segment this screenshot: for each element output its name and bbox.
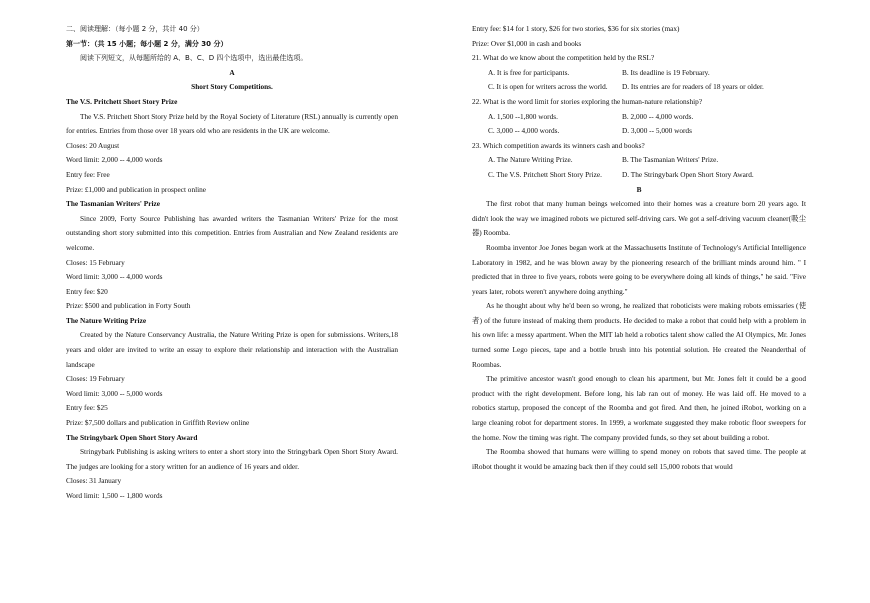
passage-b-paragraph-5: The Roomba showed that humans were willing to spend money on robots that saved time. The people at iRobot thought it would be amazing back then if they could sell 15,000 robots that would bbox=[472, 447, 806, 471]
passage-b-paragraph-3: As he thought about why he'd been so wrong, he realized that roboticists were making robots emissaries (使者) of the future instead of making them products. He decided to make a robot that could help with a problem in his own life: a messy apartment. When the MIT lab held a robotics talent show called the AI Olympics, Mr. Jones turned some Lego pieces, tape and a bottle brush into his potential solution. He created the Neanderthal of Roombas. bbox=[472, 301, 806, 369]
question-21: 21. What do we know about the competition held by the RSL? bbox=[472, 53, 655, 63]
right-column bbox=[472, 22, 806, 474]
question-22-option-d: D. 3,000 -- 5,000 words bbox=[622, 126, 692, 136]
competition-4-closes: Closes: 31 January bbox=[66, 476, 122, 486]
question-23: 23. Which competition awards its winners cash and books? bbox=[472, 140, 645, 150]
instruction: 阅读下列短文，从每题所给的 A、B、C、D 四个选项中，选出最佳选项。 bbox=[80, 54, 308, 63]
question-22-options-row-2 bbox=[472, 124, 806, 139]
competition-2-description: Since 2009, Forty Source Publishing has awarded writers the Tasmanian Writers' Prize for the most outstanding short story submitted into this competition. Entries from Australian and New Zealand residents are welcome. bbox=[66, 213, 398, 252]
passage-b-paragraph-4: The primitive ancestor wasn't good enough to clean his apartment, but Mr. Jones felt it could be a good product with the right development. Before long, his lab ran out of money. He was laid off. He moved to a robotics startup, proposed the concept of the Roomba and got fired. And then, he joined iRobot, working on a large cleaning robot for department stores. In 1999, a workmate suggested they make robotic floor sweepers for the home. Now the timing was right. The company provided funds, so they set about building a robot. bbox=[472, 374, 806, 442]
competition-1-prize: Prize: £1,000 and publication in prospect online bbox=[66, 184, 207, 194]
competition-2-name: The Tasmanian Writers' Prize bbox=[66, 199, 160, 209]
competition-1-name: The V.S. Pritchett Short Story Prize bbox=[66, 96, 178, 106]
question-21-option-d: D. Its entries are for readers of 18 years or older. bbox=[622, 82, 764, 92]
question-22-option-a: A. 1,500 --1,800 words. bbox=[488, 111, 558, 121]
question-21-options-row-1 bbox=[472, 66, 806, 81]
competition-3-fee: Entry fee: $25 bbox=[66, 403, 108, 413]
competition-4-description: Stringybark Publishing is asking writers to enter a short story into the Stringybark Open Short Story Award. The judges are looking for a story written for an audience of 16 years and older. bbox=[66, 447, 398, 471]
part-header: 第一节：（共 15 小题；每小题 2 分，满分 30 分） bbox=[66, 39, 228, 48]
competition-4-word-limit: Word limit: 1,500 -- 1,800 words bbox=[66, 491, 163, 500]
competition-4-name: The Stringybark Open Short Story Award bbox=[66, 432, 198, 442]
question-23-options-row-2 bbox=[472, 168, 806, 183]
competition-2-fee: Entry fee: $20 bbox=[66, 286, 108, 296]
competition-1-description: The V.S. Pritchett Short Story Prize held by the Royal Society of Literature (RSL) annually is currently open for entries. Entries from those over 18 years old who are residents in the UK are welcome. bbox=[66, 111, 398, 136]
competition-2-closes: Closes: 15 February bbox=[66, 257, 125, 267]
competition-1-fee: Entry fee: Free bbox=[66, 169, 110, 179]
passage-b-paragraph-1: The first robot that many human beings welcomed into their homes was a creature born 20 years ago. It didn't look the way we imagined robots we pictured self-driving cars. We got a self-driving vacuum cleaner(吸尘器) Roomba. bbox=[472, 199, 806, 238]
competition-3-word-limit: Word limit: 3,000 -- 5,000 words bbox=[66, 388, 163, 398]
question-23-option-a: A. The Nature Writing Prize. bbox=[488, 155, 573, 165]
question-22-option-b: B. 2,000 -- 4,000 words. bbox=[622, 111, 694, 121]
question-22: 22. What is the word limit for stories exploring the human-nature relationship? bbox=[472, 96, 703, 106]
competition-3-name: The Nature Writing Prize bbox=[66, 315, 147, 325]
passage-label-a: A bbox=[229, 67, 235, 77]
question-23-option-c: C. The V.S. Pritchett Short Story Prize. bbox=[488, 169, 602, 179]
competition-1-word-limit: Word limit: 2,000 -- 4,000 words bbox=[66, 155, 163, 165]
question-23-option-d: D. The Stringybark Open Short Story Award. bbox=[622, 169, 754, 179]
question-21-option-c: C. It is open for writers across the world. bbox=[488, 82, 608, 92]
question-22-options-row-1 bbox=[472, 110, 806, 125]
passage-title: Short Story Competitions. bbox=[191, 82, 273, 92]
passage-b-paragraph-2: Roomba inventor Joe Jones began work at the Massachusetts Institute of Technology's Artificial Intelligence Laboratory in 1982, and he was blown away by the pioneering research of the brilliant minds around him. " I predicted that in three to five years, robots were going to be everywhere doing all kinds of things," he said. "Five years later, robots weren't anywhere doing anything." bbox=[472, 242, 806, 296]
question-21-option-a: A. It is free for participants. bbox=[488, 67, 570, 77]
competition-2-prize: Prize: $500 and publication in Forty South bbox=[66, 301, 191, 311]
question-21-option-b: B. Its deadline is 19 February. bbox=[622, 67, 710, 77]
section-header: 二、阅读理解：（每小题 2 分，共计 40 分） bbox=[66, 25, 204, 33]
competition-3-description: Created by the Nature Conservancy Australia, the Nature Writing Prize is open for submissions. Writers,18 years and older are invited to write an essay to explore their relationship and interaction with the Australian landscape bbox=[66, 330, 398, 369]
competition-3-prize: Prize: $7,500 dollars and publication in Griffith Review online bbox=[66, 418, 250, 428]
question-21-options-row-2 bbox=[472, 80, 806, 95]
competition-2-word-limit: Word limit: 3,000 -- 4,000 words bbox=[66, 272, 163, 282]
question-23-options-row-1 bbox=[472, 153, 806, 168]
question-22-option-c: C. 3,000 -- 4,000 words. bbox=[488, 126, 560, 136]
passage-label-b: B bbox=[636, 184, 642, 194]
competition-4-fee: Entry fee: $14 for 1 story, $26 for two stories, $36 for six stories (max) bbox=[472, 24, 680, 33]
competition-3-closes: Closes: 19 February bbox=[66, 374, 125, 384]
left-column bbox=[66, 22, 398, 504]
question-23-option-b: B. The Tasmanian Writers' Prize. bbox=[622, 155, 719, 165]
competition-1-closes: Closes: 20 August bbox=[66, 140, 120, 150]
competition-4-prize: Prize: Over $1,000 in cash and books bbox=[472, 38, 582, 48]
